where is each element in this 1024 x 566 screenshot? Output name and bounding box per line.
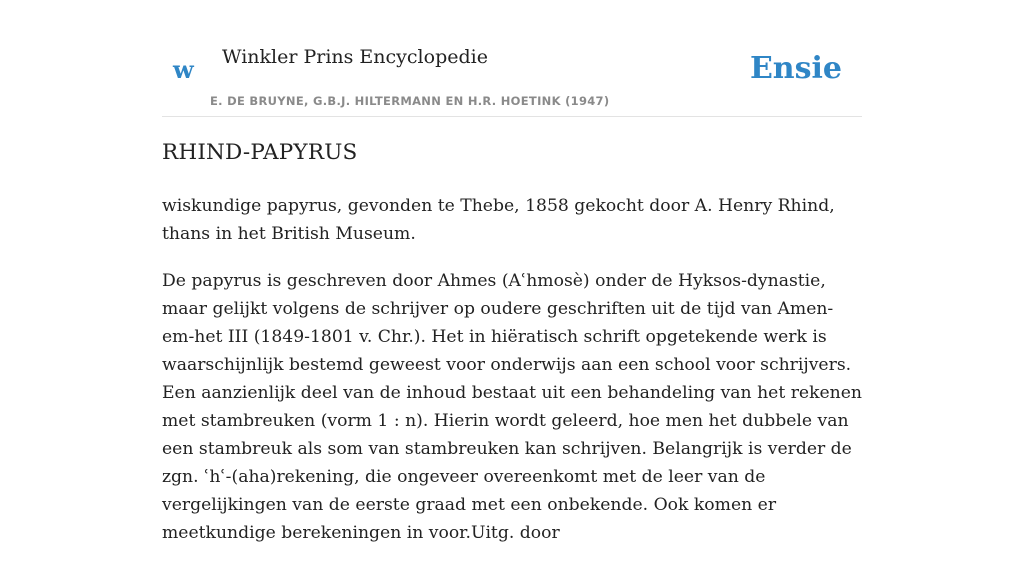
site-header: [162, 0, 862, 117]
winkler-prins-logo[interactable]: w: [173, 55, 194, 84]
entry-title: RHIND-PAPYRUS: [162, 140, 358, 165]
article-paragraph-2: De papyrus is geschreven door Ahmes (Aʿhmosè) onder de Hyksos-dynastie, maar gelijkt volgens de schrijver op oudere geschriften uit de tijd van Amen-em-het III (1849-1801 v. Chr.). Het in hiëratisch schrift opgetekende werk is waarschijnlijk bestemd geweest voor onderwijs aan een school voor schrijvers. Een aanzienlijk deel van de inhoud bestaat uit een behandeling van het rekenen met stambreuken (vorm 1 : n). Hierin wordt geleerd, hoe men het dubbele van een stambreuk als som van stambreuken kan schrijven. Belangrijk is verder de zgn. ʿhʿ-(aha)rekening, die ongeveer overeenkomt met de leer van de vergelijkingen van de eerste graad met een onbekende. Ook komen er meetkundige berekeningen in voor.Uitg. door: [162, 271, 862, 543]
encyclopedia-title: Winkler Prins Encyclopedie: [222, 46, 488, 68]
ensie-brand-link[interactable]: Ensie: [749, 51, 842, 86]
authors-byline: E. DE BRUYNE, G.B.J. HILTERMANN EN H.R. HOETINK (1947): [210, 94, 610, 108]
article-body: [162, 192, 862, 566]
article-paragraph-1: wiskundige papyrus, gevonden te Thebe, 1858 gekocht door A. Henry Rhind, thans in het British Museum.: [162, 196, 835, 244]
